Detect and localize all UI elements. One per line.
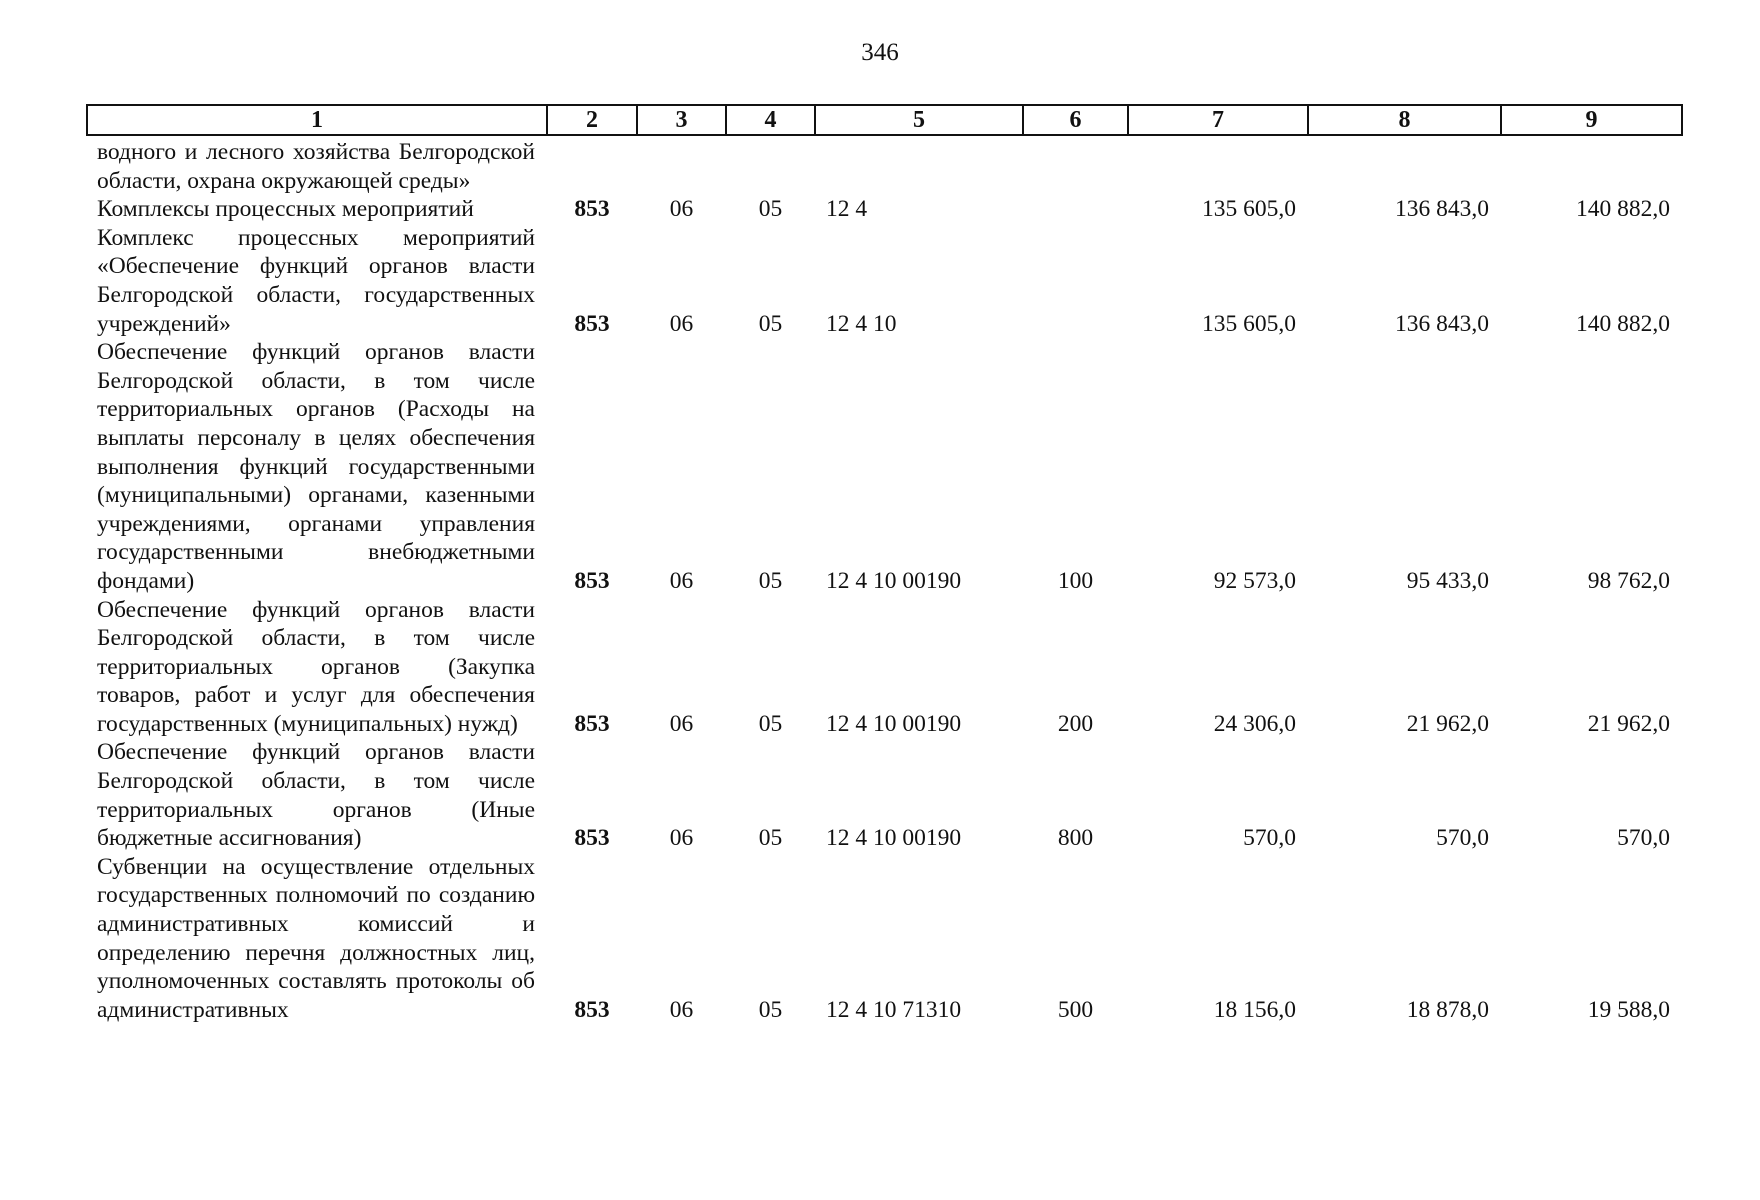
table-row — [87, 195, 1682, 224]
row-section: 06 — [669, 710, 694, 737]
row-y1: 92 573,0 — [1213, 567, 1296, 594]
row-y2: 21 962,0 — [1406, 710, 1489, 737]
row-target: 12 4 10 00190 — [826, 825, 962, 852]
row-y1: 570,0 — [1243, 825, 1296, 852]
row-y2: 136 843,0 — [1395, 310, 1489, 337]
row-y2: 136 843,0 — [1395, 196, 1489, 223]
row-subsection: 05 — [758, 196, 783, 223]
header-col-2: 2 — [547, 105, 637, 135]
table-row — [87, 738, 1682, 852]
row-target: 12 4 10 — [826, 310, 897, 337]
row-name: Комплекс процессных мероприятий «Обеспечение функций органов власти Белгородской области, государственных учреждений» — [97, 224, 535, 337]
row-code: 853 — [574, 996, 610, 1023]
row-name: Комплексы процессных мероприятий — [97, 196, 474, 223]
row-y1: 135 605,0 — [1202, 310, 1296, 337]
row-type: 500 — [1057, 996, 1094, 1023]
row-subsection: 05 — [758, 996, 783, 1023]
row-target: 12 4 10 00190 — [826, 567, 962, 594]
row-type: 100 — [1057, 567, 1094, 594]
row-subsection: 05 — [758, 567, 783, 594]
table-header — [87, 105, 1682, 135]
row-y1: 135 605,0 — [1202, 196, 1296, 223]
row-code: 853 — [574, 196, 610, 223]
row-target: 12 4 — [826, 196, 868, 223]
row-section: 06 — [669, 196, 694, 223]
row-subsection — [726, 135, 815, 195]
row-name: Обеспечение функций органов власти Белгородской области, в том числе территориальных органов (Иные бюджетные ассигнования) — [97, 739, 535, 852]
row-code: 853 — [574, 310, 610, 337]
row-y2: 18 878,0 — [1406, 996, 1489, 1023]
row-code: 853 — [574, 825, 610, 852]
row-code — [547, 135, 637, 195]
header-col-1: 1 — [87, 105, 547, 135]
header-col-3: 3 — [637, 105, 726, 135]
row-y3 — [1501, 135, 1682, 195]
row-y1: 24 306,0 — [1213, 710, 1296, 737]
row-target — [815, 135, 1023, 195]
table-row — [87, 135, 1682, 195]
table-row — [87, 853, 1682, 1025]
page-number: 346 — [861, 39, 899, 66]
header-col-6: 6 — [1023, 105, 1128, 135]
row-section: 06 — [669, 996, 694, 1023]
row-name: Обеспечение функций органов власти Белгородской области, в том числе территориальных органов (Расходы на выплаты персоналу в целях обеспечения выполнения функций государственными (муниципальными) органами, казенными учреждениями, органами управления государственными внебюджетными фондами) — [97, 339, 535, 594]
row-code: 853 — [574, 710, 610, 737]
row-type — [1023, 195, 1128, 224]
row-type: 800 — [1057, 825, 1094, 852]
row-y2: 95 433,0 — [1406, 567, 1489, 594]
row-type — [1023, 135, 1128, 195]
row-y1: 18 156,0 — [1213, 996, 1296, 1023]
row-section: 06 — [669, 310, 694, 337]
table-row — [87, 224, 1682, 338]
row-type — [1023, 224, 1128, 338]
row-subsection: 05 — [758, 710, 783, 737]
row-subsection: 05 — [758, 825, 783, 852]
row-y3: 21 962,0 — [1587, 710, 1670, 737]
row-y3: 140 882,0 — [1576, 196, 1670, 223]
row-name: Субвенции на осуществление отдельных государственных полномочий по созданию административных комиссий и определению перечня должностных лиц, уполномоченных составлять протоколы об административных — [97, 853, 535, 1023]
header-col-5: 5 — [815, 105, 1023, 135]
row-y3: 570,0 — [1617, 825, 1670, 852]
header-col-4: 4 — [726, 105, 815, 135]
row-y3: 140 882,0 — [1576, 310, 1670, 337]
row-section: 06 — [669, 567, 694, 594]
row-name: Обеспечение функций органов власти Белгородской области, в том числе территориальных органов (Закупка товаров, работ и услуг для обеспечения государственных (муниципальных) нужд) — [97, 596, 535, 737]
row-y3: 19 588,0 — [1587, 996, 1670, 1023]
row-code: 853 — [574, 567, 610, 594]
row-section: 06 — [669, 825, 694, 852]
table-row — [87, 338, 1682, 595]
row-section — [637, 135, 726, 195]
budget-table — [86, 104, 1683, 1024]
row-name: водного и лесного хозяйства Белгородской области, охрана окружающей среды» — [97, 139, 535, 194]
header-col-7: 7 — [1128, 105, 1308, 135]
row-target: 12 4 10 00190 — [826, 710, 962, 737]
row-subsection: 05 — [758, 310, 783, 337]
row-y1 — [1128, 135, 1308, 195]
row-type: 200 — [1057, 710, 1094, 737]
row-y2 — [1308, 135, 1501, 195]
row-target: 12 4 10 71310 — [826, 996, 962, 1023]
header-col-9: 9 — [1501, 105, 1682, 135]
row-y2: 570,0 — [1436, 825, 1489, 852]
header-col-8: 8 — [1308, 105, 1501, 135]
row-y3: 98 762,0 — [1587, 567, 1670, 594]
table-row — [87, 596, 1682, 739]
